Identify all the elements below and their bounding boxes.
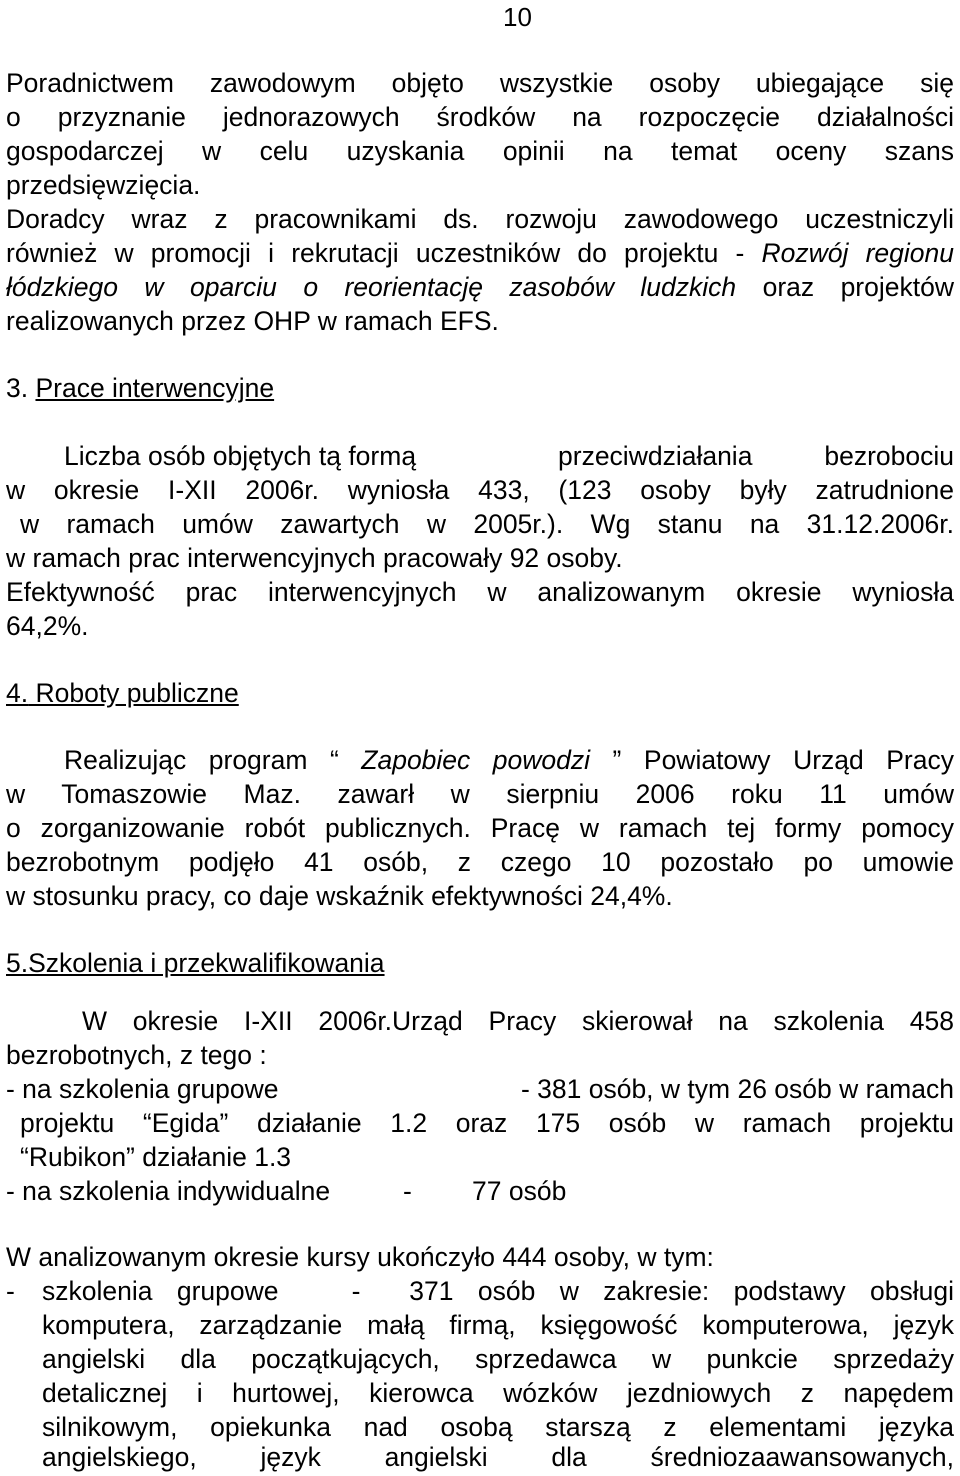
- text-run: przeciwdziałania: [558, 441, 753, 471]
- page-number: 10: [503, 2, 532, 32]
- paragraph-1-line-1: Poradnictwem zawodowym objęto wszystkie osoby ubiegające się: [6, 68, 954, 98]
- section-title: 5.Szkolenia i przekwalifikowania: [6, 948, 385, 978]
- section-4-heading: [6, 676, 954, 710]
- section-5-line-5: “Rubikon” działanie 1.3: [20, 1142, 292, 1172]
- project-title-italic: łódzkiego w oparciu o reorientację zasobów ludzkich: [6, 272, 737, 302]
- text-run: - na szkolenia grupowe: [6, 1074, 279, 1104]
- paragraph-2-line-1: Doradcy wraz z pracownikami ds. rozwoju zawodowego uczestniczyli: [6, 204, 954, 234]
- text-run: - na szkolenia indywidualne: [6, 1176, 331, 1206]
- paragraph-2-line-3: [6, 270, 954, 304]
- text-run: - 381 osób, w tym 26 osób w ramach: [520, 1074, 954, 1104]
- section-3-line-3: w ramach umów zawartych w 2005r.). Wg stanu na 31.12.2006r.: [20, 509, 954, 539]
- section-3-line-4: w ramach prac interwencyjnych pracowały 92 osoby.: [6, 543, 623, 573]
- text-run: ” Powiatowy Urząd Pracy: [590, 745, 954, 775]
- text-run: Realizując program “: [64, 745, 362, 775]
- text-run: również w promocji i rekrutacji uczestników do projektu -: [6, 238, 762, 268]
- section-3-heading: [6, 371, 954, 405]
- section-5-line-3: [6, 1072, 954, 1106]
- section-number: 3.: [6, 373, 36, 403]
- summary-line-5: detalicznej i hurtowej, kierowca wózków jezdniowych z napędem: [42, 1378, 954, 1408]
- summary-line-1: W analizowanym okresie kursy ukończyło 444 osoby, w tym:: [6, 1242, 714, 1272]
- section-5-line-6: [6, 1174, 954, 1208]
- section-4-line-4: bezrobotnym podjęło 41 osób, z czego 10 pozostało po umowie: [6, 847, 954, 877]
- section-title: Prace interwencyjne: [35, 373, 275, 403]
- section-5-heading: [6, 946, 954, 980]
- paragraph-1-line-4: przedsięwzięcia.: [6, 170, 201, 200]
- section-3-line-6: 64,2%.: [6, 611, 89, 641]
- section-number: 4.: [6, 678, 29, 708]
- text-run: 77 osób: [472, 1176, 567, 1206]
- summary-line-3: komputera, zarządzanie małą firmą, księgowość komputerowa, język: [42, 1310, 954, 1340]
- paragraph-1-line-2: o przyznanie jednorazowych środków na rozpoczęcie działalności: [6, 102, 954, 132]
- summary-line-6: silnikowym, opiekunka nad osobą starszą z elementami języka: [42, 1412, 954, 1442]
- section-4-line-1: [6, 743, 954, 777]
- text-run: szkolenia grupowe - 371 osób w zakresie: podstawy obsługi: [42, 1276, 954, 1306]
- section-4-line-5: w stosunku pracy, co daje wskaźnik efektywności 24,4%.: [6, 881, 673, 911]
- program-title-italic: Zapobiec powodzi: [361, 745, 591, 775]
- summary-line-7: angielskiego, język angielski dla średniozaawansowanych,: [42, 1442, 954, 1472]
- section-title: Roboty publiczne: [28, 678, 239, 708]
- section-5-line-4: projektu “Egida” działanie 1.2 oraz 175 osób w ramach projektu: [20, 1108, 954, 1138]
- section-3-line-5: Efektywność prac interwencyjnych w analizowanym okresie wyniosła: [6, 577, 954, 607]
- project-title-italic: Rozwój regionu: [761, 238, 954, 268]
- section-4-line-2: w Tomaszowie Maz. zawarł w sierpniu 2006 roku 11 umów: [6, 779, 954, 809]
- summary-line-4: angielski dla początkujących, sprzedawca w punkcie sprzedaży: [42, 1344, 954, 1374]
- section-5-line-2: bezrobotnych, z tego :: [6, 1040, 267, 1070]
- text-run: Liczba osób objętych tą formą: [64, 441, 417, 471]
- text-run: bezrobociu: [824, 441, 954, 471]
- text-run: -: [403, 1176, 412, 1206]
- paragraph-2-line-4: realizowanych przez OHP w ramach EFS.: [6, 306, 499, 336]
- section-3-line-2: w okresie I-XII 2006r. wyniosła 433, (123 osoby były zatrudnione: [6, 475, 954, 505]
- paragraph-2-line-2: [6, 236, 954, 270]
- paragraph-1-line-3: gospodarczej w celu uzyskania opinii na temat oceny szans: [6, 136, 954, 166]
- list-dash: -: [6, 1276, 15, 1306]
- section-4-line-3: o zorganizowanie robót publicznych. Pracę w ramach tej formy pomocy: [6, 813, 954, 843]
- section-5-line-1: W okresie I-XII 2006r.Urząd Pracy skierował na szkolenia 458: [82, 1006, 954, 1036]
- summary-line-2: [6, 1274, 954, 1308]
- section-3-line-1: [6, 439, 954, 473]
- text-run: oraz projektów: [736, 272, 954, 302]
